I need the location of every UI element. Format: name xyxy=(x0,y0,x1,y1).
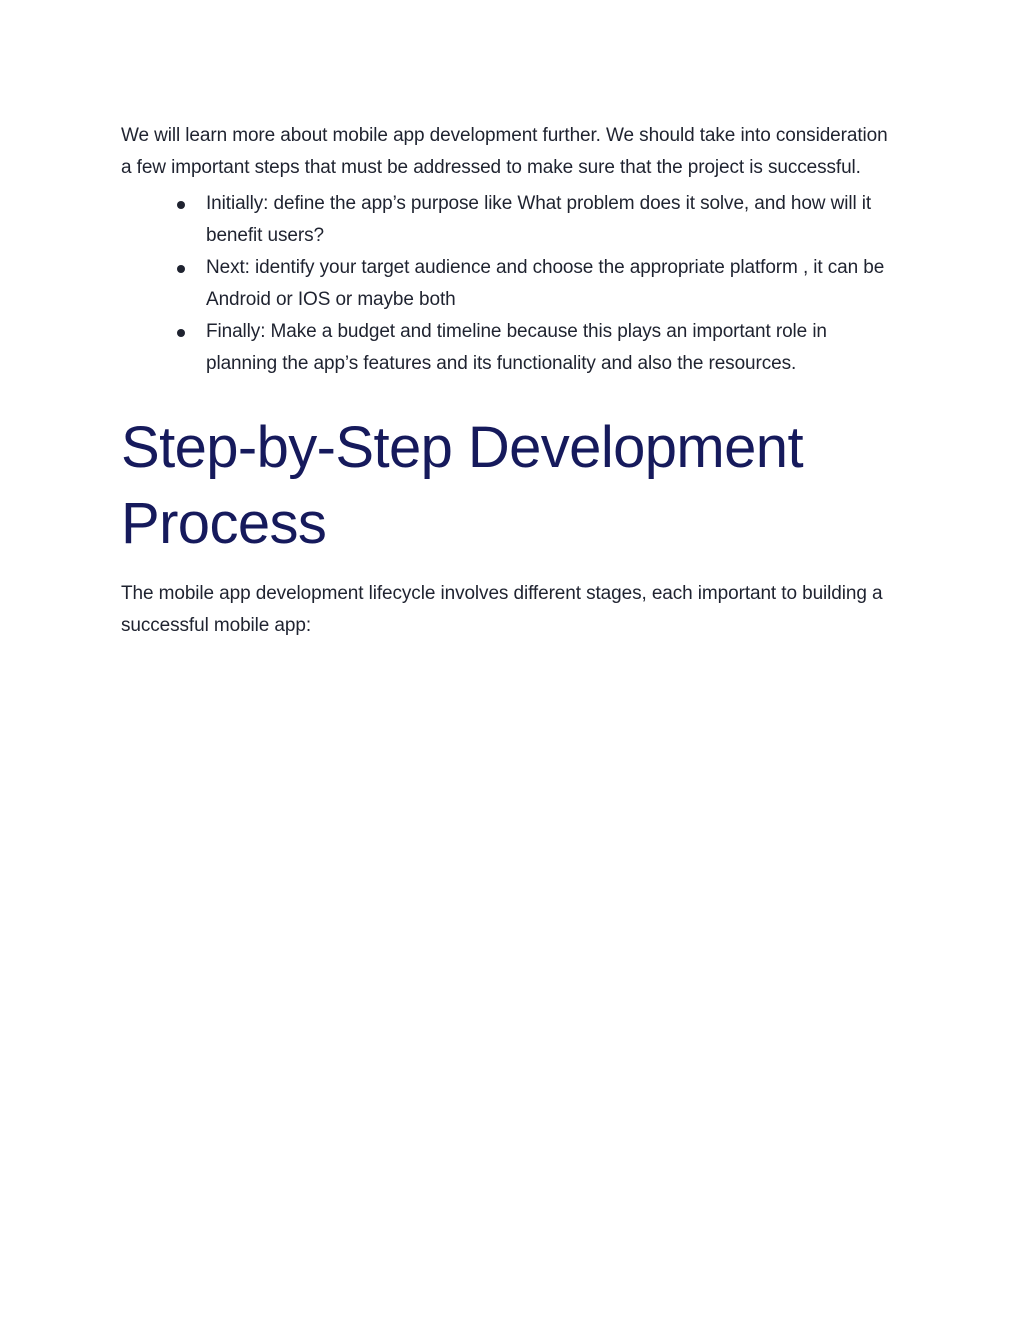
list-item xyxy=(121,316,891,380)
section-heading: Step-by-Step Development Process xyxy=(121,415,803,556)
bullet-icon xyxy=(177,201,185,209)
list-item-text: Initially: define the app’s purpose like What problem does it solve, and how will it benefit users? xyxy=(206,193,872,246)
bullet-icon xyxy=(177,265,185,273)
section-paragraph: The mobile app development lifecycle involves different stages, each important to building a successful mobile app: xyxy=(121,583,883,636)
document-page xyxy=(121,120,891,642)
list-item-text: Finally: Make a budget and timeline because this plays an important role in planning the app’s features and its functionality and also the resources. xyxy=(206,321,827,374)
list-item xyxy=(121,252,891,316)
list-item xyxy=(121,188,891,252)
steps-list xyxy=(121,188,891,380)
bullet-icon xyxy=(177,329,185,337)
list-item-text: Next: identify your target audience and choose the appropriate platform , it can be Android or IOS or maybe both xyxy=(206,257,885,310)
intro-paragraph: We will learn more about mobile app development further. We should take into consideration a few important steps that must be addressed to make sure that the project is successful. xyxy=(121,125,888,178)
